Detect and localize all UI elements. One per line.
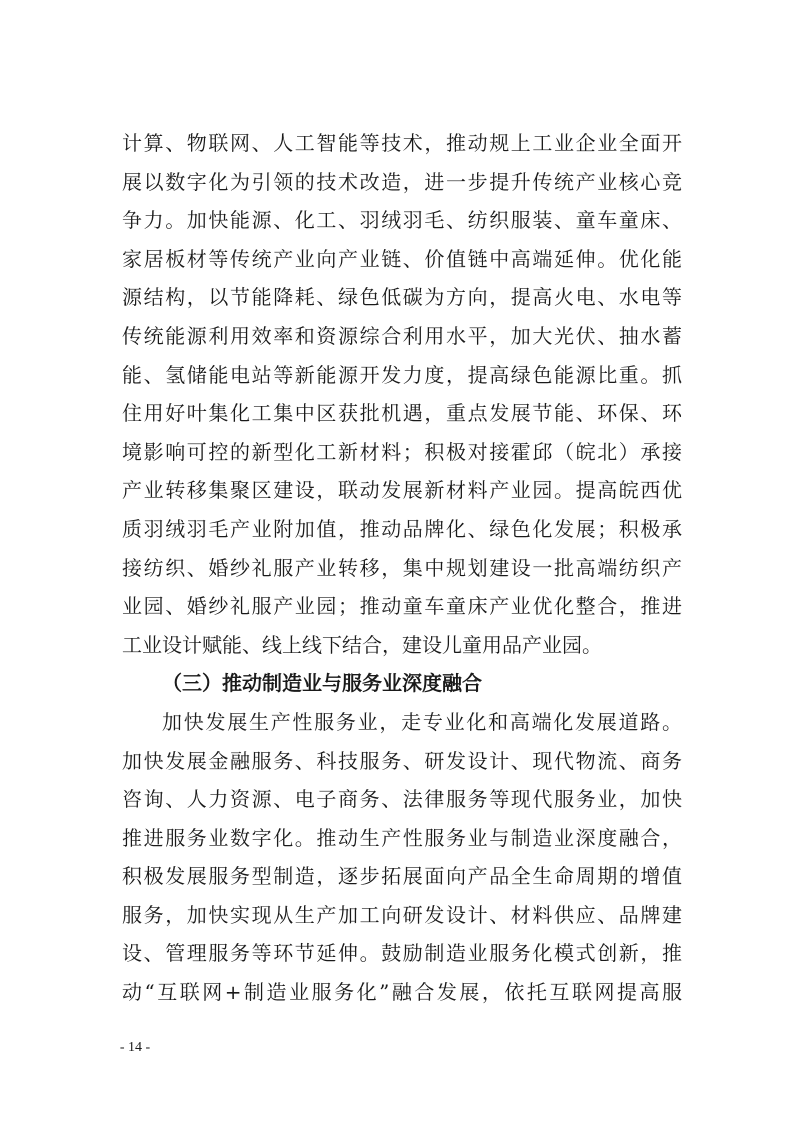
text-line: 服务，加快实现从生产加工向研发设计、材料供应、品牌建: [122, 902, 682, 927]
text-line: 争力。加快能源、化工、羽绒羽毛、纺织服装、童车童床、: [122, 208, 682, 233]
text-line: 能、氢储能电站等新能源开发力度，提高绿色能源比重。抓: [122, 362, 682, 387]
text-line: 住用好叶集化工集中区获批机遇，重点发展节能、环保、环: [122, 401, 682, 426]
page-number: - 14 -: [119, 1040, 151, 1055]
text-line: 计算、物联网、人工智能等技术，推动规上工业企业全面开: [122, 131, 682, 155]
paragraph-2: [122, 703, 682, 1012]
text-line: 产业转移集聚区建设，联动发展新材料产业园。提高皖西优: [122, 478, 682, 503]
text-line: 积极发展服务型制造，逐步拓展面向产品全生命周期的增值: [122, 864, 682, 889]
text-line: 推进服务业数字化。推动生产性服务业与制造业深度融合，: [122, 825, 682, 850]
text-line: 接纺织、婚纱礼服产业转移，集中规划建设一批高端纺织产: [122, 555, 682, 580]
section-heading: （三）推动制造业与服务业深度融合: [162, 671, 482, 696]
text-line: 工业设计赋能、线上线下结合，建设儿童用品产业园。: [122, 632, 602, 657]
text-line: 业园、婚纱礼服产业园；推动童车童床产业优化整合，推进: [122, 594, 682, 619]
text-line: 加快发展生产性服务业，走专业化和高端化发展道路。: [162, 709, 682, 734]
text-line: 咨询、人力资源、电子商务、法律服务等现代服务业，加快: [122, 787, 682, 812]
text-line: 展以数字化为引领的技术改造，进一步提升传统产业核心竞: [122, 169, 682, 194]
text-line: 加快发展金融服务、科技服务、研发设计、现代物流、商务: [122, 748, 682, 773]
text-line: 传统能源利用效率和资源综合利用水平，加大光伏、抽水蓄: [122, 323, 682, 348]
text-line: 境影响可控的新型化工新材料；积极对接霍邱（皖北）承接: [122, 439, 682, 464]
paragraph-1: [122, 124, 682, 664]
text-line: 源结构，以节能降耗、绿色低碳为方向，提高火电、水电等: [122, 285, 682, 310]
body-text: [122, 124, 682, 1012]
text-line: 动“互联网+制造业服务化”融合发展，依托互联网提高服: [122, 980, 682, 1005]
text-line: 质羽绒羽毛产业附加值，推动品牌化、绿色化发展；积极承: [122, 516, 682, 541]
text-line: 家居板材等传统产业向产业链、价值链中高端延伸。优化能: [122, 246, 682, 271]
text-line: 设、管理服务等环节延伸。鼓励制造业服务化模式创新，推: [122, 941, 682, 966]
